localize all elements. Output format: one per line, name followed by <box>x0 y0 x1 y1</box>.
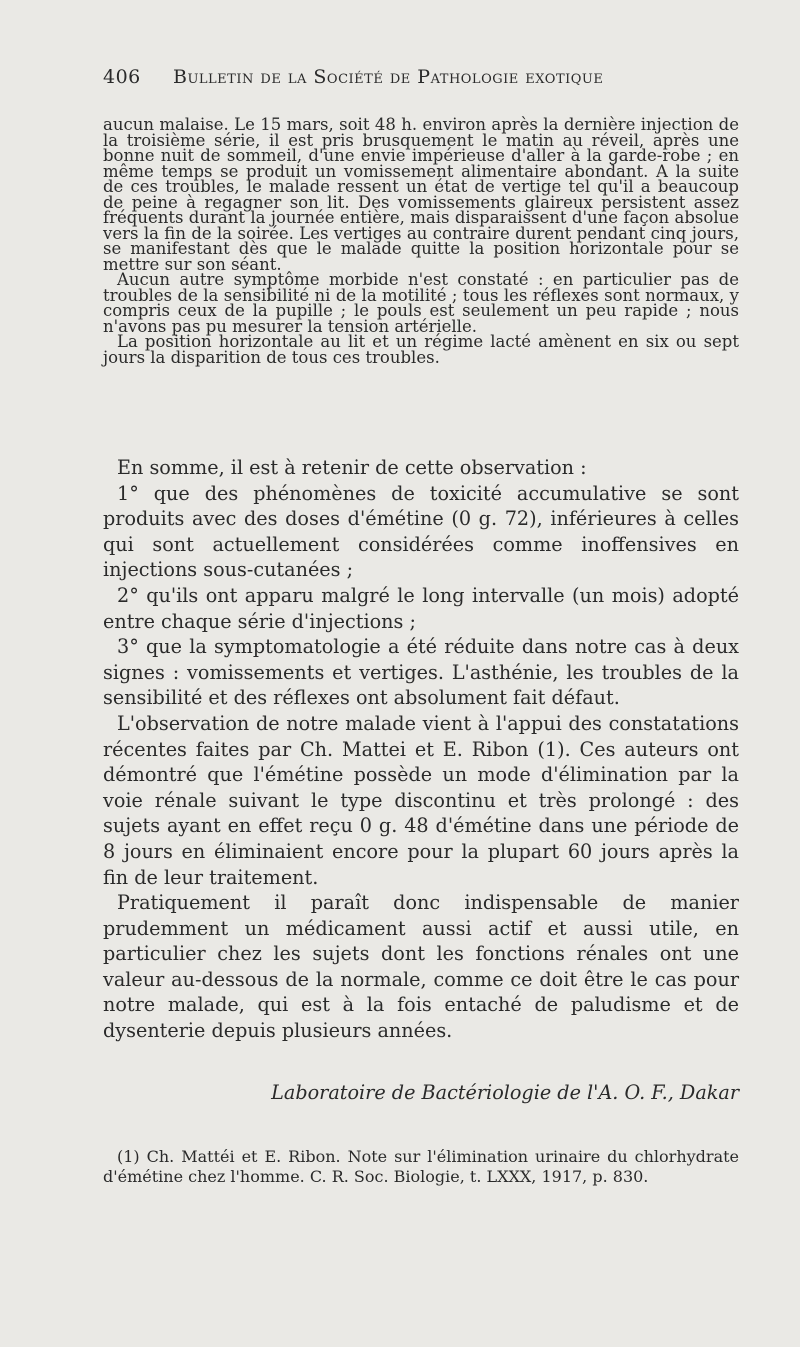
paragraph: Pratiquement il paraît donc indispensable de manier prudemment un médicament aussi actif et aussi utile, en particulier chez les sujets dont les fonctions rénales ont une valeur au-dessous de la normale, comme ce doit être le cas pour notre malade, qui est à la fois entaché de paludisme et de dysenterie depuis plusieurs années. <box>103 891 739 1043</box>
list-item: 2° qu'ils ont apparu malgré le long intervalle (un mois) adopté entre chaque série d'injections ; <box>103 583 739 633</box>
paragraph: En somme, il est à retenir de cette observation : <box>117 456 587 479</box>
list-item: 1° que des phénomènes de toxicité accumulative se sont produits avec des doses d'émétine (0 g. 72), inférieures à celles qui sont actuellement considérées comme inoffensives en injections sous-cutanées ; <box>103 481 739 582</box>
paragraph: Aucun autre symptôme morbide n'est constaté : en particulier pas de troubles de la sensibilité ni de la motilité ; tous les réflexes sont normaux, y compris ceux de la pupille ; le pouls est seulement un peu rapide ; nous n'avons pas pu mesurer la tension artérielle. <box>103 270 739 336</box>
paragraph: L'observation de notre malade vient à l'appui des constatations récentes faites par Ch. Mattei et E. Ribon (1). Ces auteurs ont démontré que l'émétine possède un mode d'élimination par la voie rénale suivant le type discontinu et très prolongé : des sujets ayant en effet reçu 0 g. 48 d'émétine dans une période de 8 jours en éliminaient encore pour la plupart 60 jours après la fin de leur traitement. <box>103 711 739 889</box>
running-title: Bulletin de la Société de Pathologie exotique <box>173 66 604 88</box>
footnote-text: (1) Ch. Mattéi et E. Ribon. Note sur l'élimination urinaire du chlorhydrate d'émétine chez l'homme. C. R. Soc. Biologie, t. LXXX, 1917, p. 830. <box>103 1147 739 1186</box>
case-report-text <box>103 117 739 365</box>
laboratory-signature: Laboratoire de Bactériologie de l'A. O. F., Dakar <box>271 1081 739 1104</box>
page-number: 406 <box>103 66 141 88</box>
list-item: 3° que la symptomatologie a été réduite dans notre cas à deux signes : vomissements et vertiges. L'asthénie, les troubles de la sensibilité et des réflexes ont absolument fait défaut. <box>103 635 739 710</box>
conclusion-text <box>103 455 739 1044</box>
paragraph: aucun malaise. Le 15 mars, soit 48 h. environ après la dernière injection de la troisième série, il est pris brusquement le matin au réveil, après une bonne nuit de sommeil, d'une envie impérieuse d'aller à la garde-robe ; en même temps se produit un vomissement alimentaire abondant. A la suite de ces troubles, le malade ressent un état de vertige tel qu'il a beaucoup de peine à regagner son lit. Des vomissements glaireux persistent assez fréquents durant la journée entière, mais disparaissent d'une façon absolue vers la fin de la soirée. Les vertiges au contraire durent pendant cinq jours, se manifestant dès que le malade quitte la position horizontale pour se mettre sur son séant. <box>103 115 739 274</box>
footnote <box>103 1147 739 1187</box>
paragraph: La position horizontale au lit et un régime lacté amènent en six ou sept jours la disparition de tous ces troubles. <box>103 332 739 367</box>
